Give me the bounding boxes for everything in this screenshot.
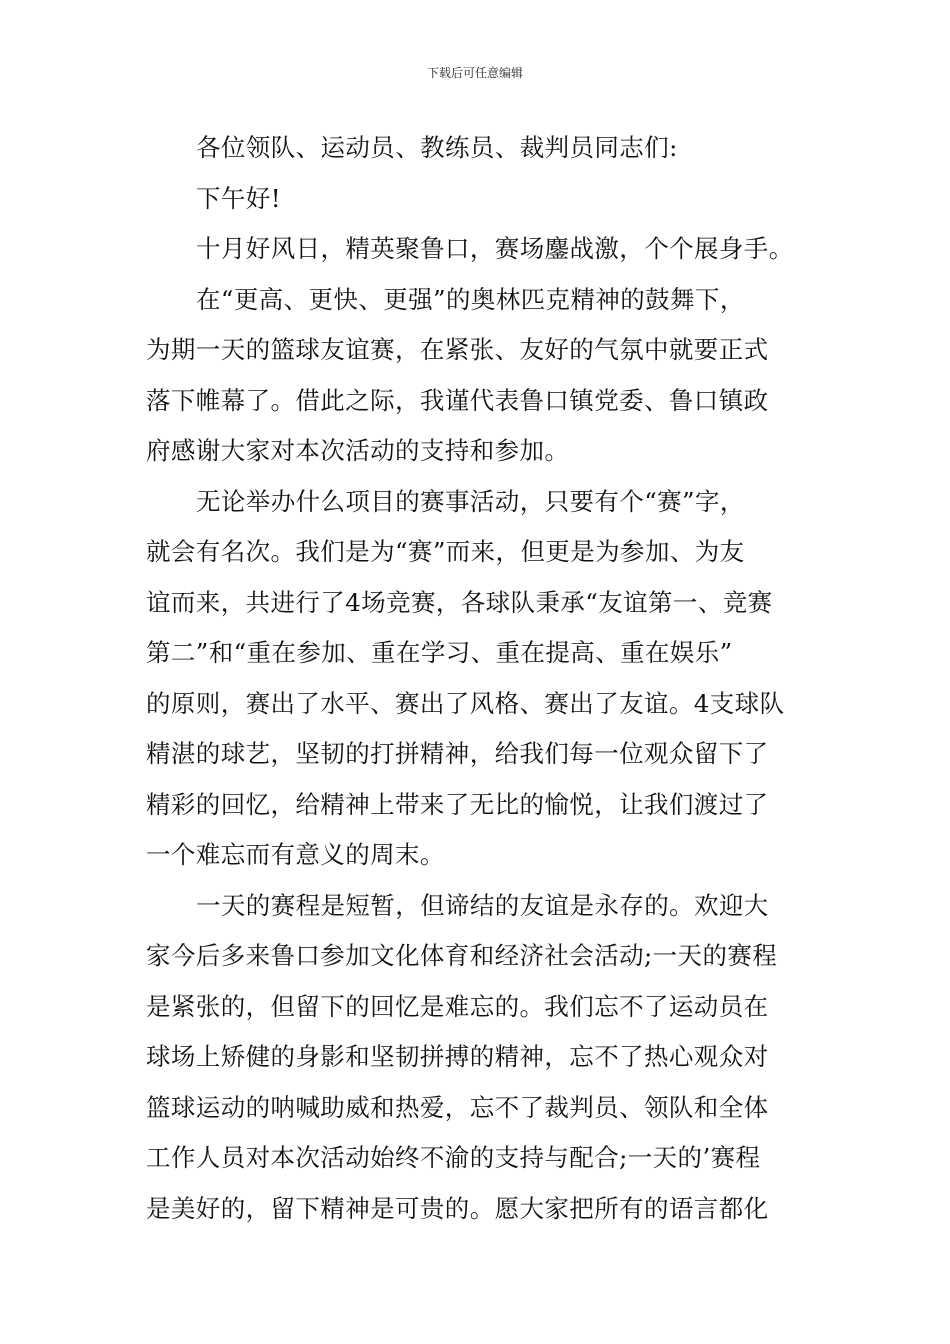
text-line: 各位领队、运动员、教练员、裁判员同志们: xyxy=(196,133,678,162)
text-line: 就会有名次。我们是为“赛”而来，但更是为参加、为友 xyxy=(146,537,745,566)
text-line: 谊而来，共进行了4场竞赛，各球队秉承“友谊第一、竞赛 xyxy=(146,587,773,617)
document-body xyxy=(146,123,818,1234)
text-line: 府感谢大家对本次活动的支持和参加。 xyxy=(146,436,570,465)
text-line: 球场上矫健的身影和坚韧拼搏的精神，忘不了热心观众对 xyxy=(146,1042,769,1071)
text-line: 在“更高、更快、更强”的奥林匹克精神的鼓舞下， xyxy=(196,284,745,314)
text-line: 是紧张的，但留下的回忆是难忘的。我们忘不了运动员在 xyxy=(146,991,769,1021)
text-line: 家今后多来鲁口参加文化体育和经济社会活动;一天的赛程 xyxy=(146,941,778,970)
text-line: 落下帷幕了。借此之际，我谨代表鲁口镇党委、鲁口镇政 xyxy=(146,385,769,415)
text-line: 工作人员对本次活动始终不渝的支持与配合;一天的’赛程 xyxy=(146,1143,761,1172)
text-line: 精彩的回忆，给精神上带来了无比的愉悦，让我们渡过了 xyxy=(146,789,769,819)
text-line: 是美好的，留下精神是可贵的。愿大家把所有的语言都化 xyxy=(146,1193,769,1223)
text-line: 精湛的球艺，坚韧的打拼精神，给我们每一位观众留下了 xyxy=(146,739,769,768)
text-line: 第二”和“重在参加、重在学习、重在提高、重在娱乐” xyxy=(146,638,733,667)
text-line: 一个难忘而有意义的周末。 xyxy=(146,840,445,869)
text-line: 为期一天的篮球友谊赛，在紧张、友好的气氛中就要正式 xyxy=(146,335,769,364)
text-line: 无论举办什么项目的赛事活动，只要有个“赛”字， xyxy=(196,486,745,516)
text-line: 篮球运动的呐喊助威和热爱，忘不了裁判员、领队和全体 xyxy=(146,1092,769,1122)
text-line: 下午好! xyxy=(196,183,281,213)
text-line: 的原则，赛出了水平、赛出了风格、赛出了友谊。4支球队 xyxy=(146,688,785,718)
text-line: 十月好风日，精英聚鲁口，赛场鏖战激，个个展身手。 xyxy=(196,234,794,263)
page-header: 下载后可任意编辑 xyxy=(426,66,523,80)
text-line: 一天的赛程是短暂，但谛结的友谊是永存的。欢迎大 xyxy=(196,890,769,920)
